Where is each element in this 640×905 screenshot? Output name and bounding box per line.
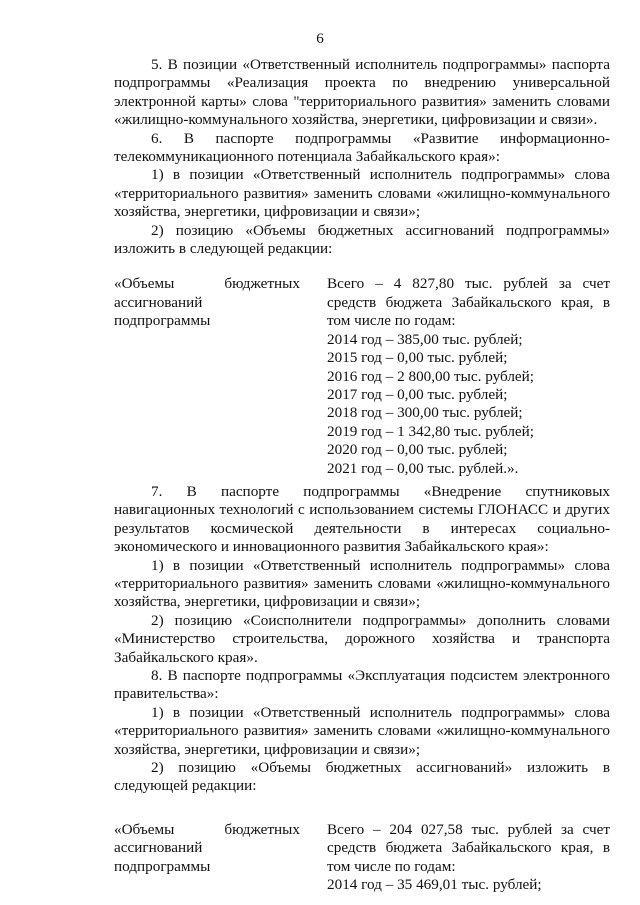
- budget-table-1: [114, 275, 610, 477]
- budget-label: [114, 821, 300, 895]
- item-5: 5. В позиции «Ответственный исполнитель подпрограммы» паспорта подпрограммы «Реализация проекта по внедрению универсальной электронной карты» слова "территориального развития» заменить словами «жилищно-коммунального хозяйства, энергетики, цифровизации и связи».: [114, 56, 610, 129]
- budget-year-line: 2016 год – 2 800,00 тыс. рублей;: [327, 367, 535, 385]
- budget-label-word1: «Объемы: [114, 275, 175, 293]
- budget-year-line: 2014 год – 385,00 тыс. рублей;: [327, 330, 523, 348]
- budget-year-line: 2015 год – 0,00 тыс. рублей;: [327, 349, 508, 367]
- budget-label-line3: подпрограммы: [114, 857, 211, 875]
- page-number: 6: [316, 31, 324, 47]
- budget-table-2: [114, 821, 610, 895]
- budget-total: Всего – 204 027,58 тыс. рублей за счет средств бюджета Забайкальского края, в том числе по годам:: [327, 820, 610, 875]
- document-body: [114, 56, 610, 899]
- item-8: 8. В паспорте подпрограммы «Эксплуатация подсистем электронного правительства»:: [114, 667, 610, 703]
- item-6: 6. В паспорте подпрограммы «Развитие информационно-телекоммуникационного потенциала Забайкальского края»:: [114, 129, 610, 166]
- item-7: 7. В паспорте подпрограммы «Внедрение спутниковых навигационных технологий с использованием системы ГЛОНАСС и других результатов космической деятельности в интересах социально-экономического и инновационного развития Забайкальского края»:: [114, 482, 610, 556]
- budget-label-line2: ассигнований: [114, 839, 203, 857]
- budget-label: [114, 275, 300, 477]
- budget-year-line: 2017 год – 0,00 тыс. рублей;: [327, 385, 508, 403]
- budget-label-line2: ассигнований: [114, 293, 203, 311]
- item-8-2: 2) позицию «Объемы бюджетных ассигнований» изложить в следующей редакции:: [114, 759, 610, 795]
- budget-year-line: 2021 год – 0,00 тыс. рублей.».: [327, 459, 519, 477]
- budget-total: Всего – 4 827,80 тыс. рублей за счет средств бюджета Забайкальского края, в том числе по годам:: [327, 275, 610, 330]
- item-6-2: 2) позицию «Объемы бюджетных ассигнований подпрограммы» изложить в следующей редакции:: [114, 221, 610, 258]
- budget-label-word2: бюджетных: [224, 275, 300, 293]
- item-6-1: 1) в позиции «Ответственный исполнитель подпрограммы» слова «территориального развития» заменить словами «жилищно-коммунального хозяйства, энергетики, цифровизации и связи»;: [114, 166, 610, 221]
- budget-values: [327, 821, 610, 895]
- budget-label-word2: бюджетных: [224, 820, 300, 838]
- item-8-1: 1) в позиции «Ответственный исполнитель подпрограммы» слова «территориального развития» заменить словами «жилищно-коммунального хозяйства, энергетики, цифровизации и связи»;: [114, 703, 610, 758]
- budget-values: [327, 275, 610, 477]
- budget-label-word1: «Объемы: [114, 820, 175, 838]
- item-7-2: 2) позицию «Соисполнители подпрограммы» дополнить словами «Министерство строительства, дорожного хозяйства и транспорта Забайкальского края».: [114, 611, 610, 666]
- budget-year-line: 2014 год – 35 469,01 тыс. рублей;: [327, 876, 542, 894]
- budget-label-line3: подпрограммы: [114, 312, 211, 330]
- budget-year-line: 2019 год – 1 342,80 тыс. рублей;: [327, 422, 535, 440]
- budget-year-line: 2020 год – 0,00 тыс. рублей;: [327, 441, 508, 459]
- budget-year-line: 2018 год – 300,00 тыс. рублей;: [327, 404, 523, 422]
- item-7-1: 1) в позиции «Ответственный исполнитель подпрограммы» слова «территориального развития» заменить словами «жилищно-коммунального хозяйства, энергетики, цифровизации и связи»;: [114, 556, 610, 611]
